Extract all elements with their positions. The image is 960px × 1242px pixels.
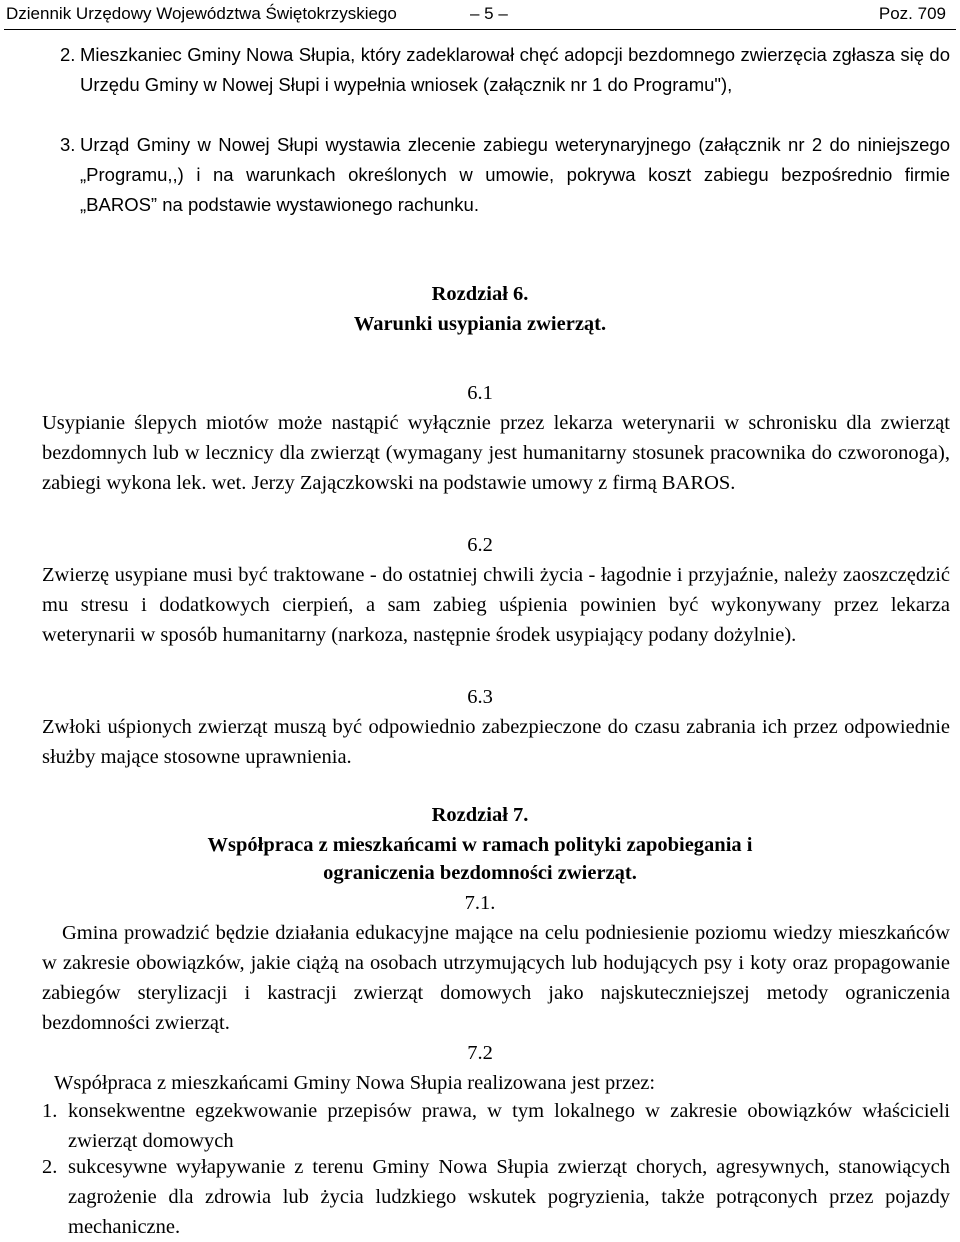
item-text: sukcesywne wyłapywanie z terenu Gminy Nowa Słupia zwierząt chorych, agresywnych, stanowiących zagrożenie dla zdrowia lub życia ludzkiego wskutek pogryzienia, także potrąconych przez pojazdy mechaniczne. [68,1156,950,1238]
item-number: 1. [42,1100,58,1122]
paragraph-text: Zwłoki uśpionych zwierząt muszą być odpowiednio zabezpieczone do czasu zabrania ich przez odpowiednie służby mające stosowne uprawnienia. [42,716,950,768]
chapter-6-subtitle: Warunki usypiania zwierząt. [353,313,607,335]
item-text: Mieszkaniec Gminy Nowa Słupia, który zadeklarował chęć adopcji bezdomnego zwierzęcia zgłasza się do Urzędu Gminy w Nowej Słupi i wypełnia wniosek (załącznik nr 1 do Programu"), [80,44,950,95]
paragraph-text: Zwierzę usypiane musi być traktowane - do ostatniej chwili życia - łagodnie i przyjaźnie, należy zaoszczędzić mu stresu i dodatkowych cierpień, a sam zabieg uśpienia powinien być wykonywany przez lekarza weterynarii w sposób humanitarny (narkoza, następnie środek usypiający podany dożylnie). [42,564,950,646]
paragraph-number: 6.3 [467,686,493,708]
item-number: 2. [60,44,76,65]
position-number: Poz. 709 [878,4,946,23]
item-text: Urząd Gminy w Nowej Słupi wystawia zlecenie zabiegu weterynaryjnego (załącznik nr 2 do niniejszego „Programu,,) i na warunkach określonych w umowie, pokrywa koszt zabiegu bezpośrednio firmie „BAROS” na podstawie wystawionego rachunku. [80,134,950,215]
paragraph-text: Usypianie ślepych miotów może nastąpić wyłącznie przez lekarza weterynarii w schronisku dla zwierząt bezdomnych lub w lecznicy dla zwierząt (wymagany jest humanitarny stosunek pracownika do czworonoga), zabiegi wykona lek. wet. Jerzy Zajączkowski na podstawie umowy z firmą BAROS. [42,412,950,494]
item-text: konsekwentne egzekwowanie przepisów prawa, w tym lokalnego w zakresie obowiązków właścicieli zwierząt domowych [68,1100,950,1152]
item-number: 2. [42,1156,58,1178]
paragraph-number: 6.1 [467,382,493,404]
list-item [42,1152,950,1242]
chapter-7-subtitle: ograniczenia bezdomności zwierząt. [323,862,637,884]
chapter-6-title: Rozdział 6. [431,283,529,305]
paragraph-text: Współpraca z mieszkańcami Gminy Nowa Słupia realizowana jest przez: [54,1072,656,1094]
journal-title: Dziennik Urzędowy Województwa Świętokrzyskiego [6,4,397,23]
paragraph-number: 7.2 [467,1042,493,1064]
paragraph-text: Gmina prowadzić będzie działania edukacyjne mające na celu podniesienie poziomu wiedzy mieszkańców w zakresie obowiązków, jakie ciążą na osobach utrzymujących lub hodujących psy i koty oraz propagowanie zabiegów sterylizacji i kastracji zwierząt domowych jako najskuteczniejszej metody ograniczenia bezdomności zwierząt. [42,922,950,1034]
page-number: – 5 – [470,4,508,23]
paragraph-number: 7.1. [464,892,496,914]
list-item [60,130,950,220]
chapter-7-title: Rozdział 7. [431,804,529,826]
chapter-7-subtitle: Współpraca z mieszkańcami w ramach polityki zapobiegania i [207,834,753,856]
list-item [42,1096,950,1156]
paragraph-number: 6.2 [467,534,493,556]
header-divider [4,29,956,30]
item-number: 3. [60,134,76,155]
list-item [60,40,950,100]
